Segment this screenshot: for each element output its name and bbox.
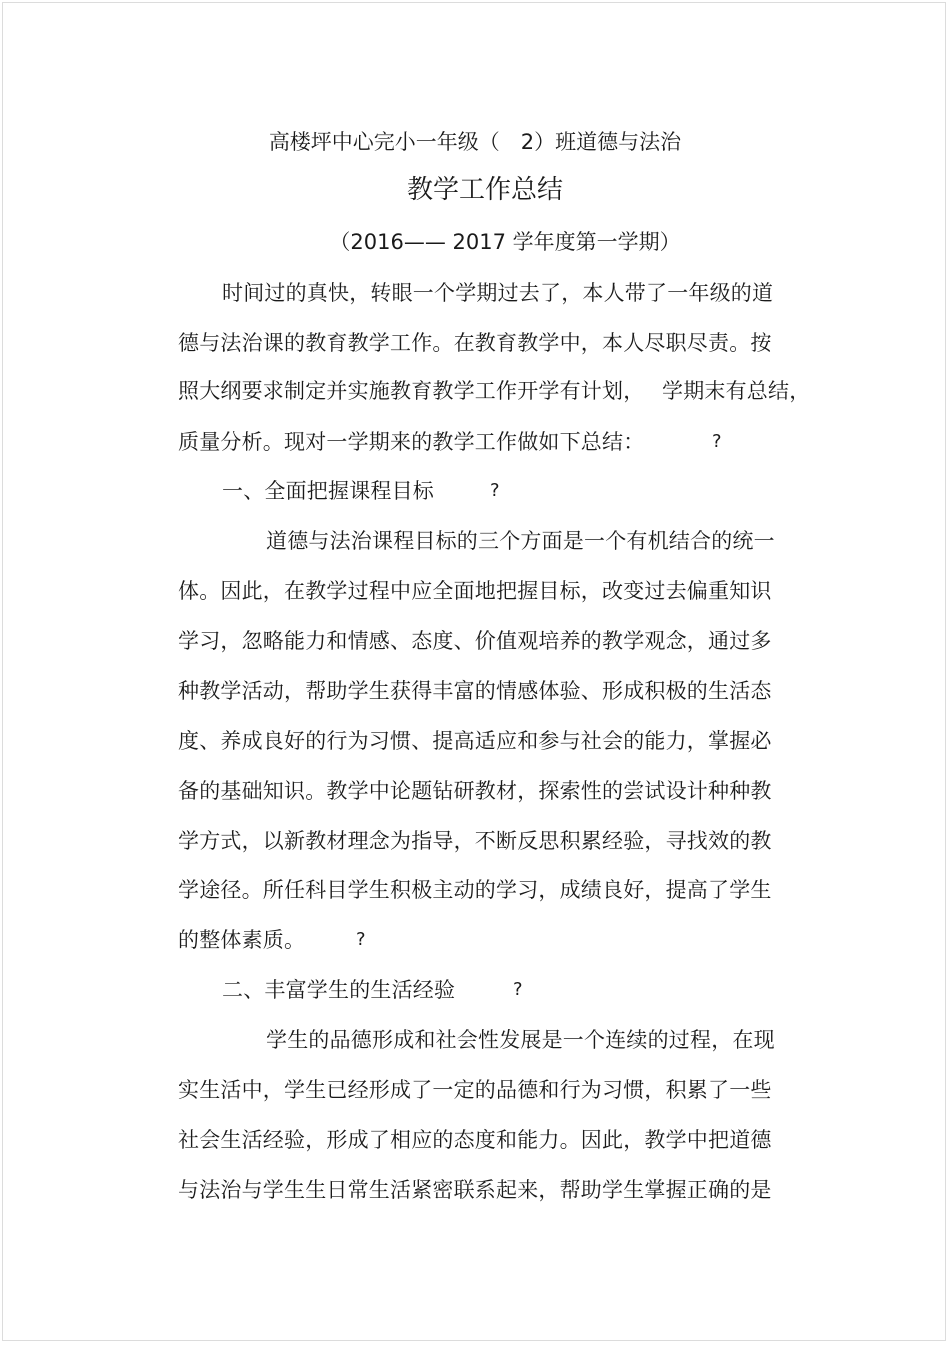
section2-line-1: 学生的品德形成和社会性发展是一个连续的过程，在现: [266, 1028, 775, 1052]
document-title-line3: （2016—— 2017 学年度第一学期）: [329, 230, 681, 254]
question-mark: ?: [513, 979, 523, 1000]
section1-line-6: 备的基础知识。教学中论题钻研教材，探索性的尝试设计种种教: [178, 779, 772, 803]
section1-line-4: 种教学活动，帮助学生获得丰富的情感体验、形成积极的生活态: [178, 679, 772, 703]
section2-line-4: 与法治与学生生日常生活紧密联系起来，帮助学生掌握正确的是: [178, 1178, 772, 1202]
question-mark: ?: [712, 431, 722, 452]
section1-line-7: 学方式，以新教材理念为指导，不断反思积累经验，寻找效的教: [178, 829, 772, 853]
section1-line-1: 道德与法治课程目标的三个方面是一个有机结合的统一: [266, 529, 775, 553]
section2-heading: 二、丰富学生的生活经验: [222, 978, 456, 1002]
section1-line-2: 体。因此，在教学过程中应全面地把握目标，改变过去偏重知识: [178, 579, 772, 603]
intro-line-1: 时间过的真快，转眼一个学期过去了，本人带了一年级的道: [222, 281, 774, 305]
intro-line-4: 质量分析。现对一学期来的教学工作做如下总结：: [178, 430, 645, 454]
section1-line-8: 学途径。所任科目学生积极主动的学习，成绩良好，提高了学生: [178, 878, 772, 902]
section1-line-9: 的整体素质。: [178, 928, 306, 952]
intro-line-2: 德与法治课的教育教学工作。在教育教学中，本人尽职尽责。按: [178, 331, 772, 355]
section1-line-5: 度、养成良好的行为习惯、提高适应和参与社会的能力，掌握必: [178, 729, 772, 753]
section1-heading: 一、全面把握课程目标: [222, 479, 434, 503]
question-mark: ?: [490, 480, 500, 501]
section2-line-2: 实生活中，学生已经形成了一定的品德和行为习惯，积累了一些: [178, 1078, 772, 1102]
question-mark: ?: [356, 929, 366, 950]
section1-line-3: 学习，忽略能力和情感、态度、价值观培养的教学观念，通过多: [178, 629, 772, 653]
document-title-line1: 高楼坪中心完小一年级（ 2）班道德与法治: [268, 130, 682, 154]
intro-line-3a: 照大纲要求制定并实施教育教学工作开学有计划，: [178, 379, 645, 403]
section2-line-3: 社会生活经验，形成了相应的态度和能力。因此，教学中把道德: [178, 1128, 772, 1152]
intro-line-3b: 学期末有总结，: [662, 379, 811, 403]
document-title-line2: 教学工作总结: [406, 175, 563, 205]
